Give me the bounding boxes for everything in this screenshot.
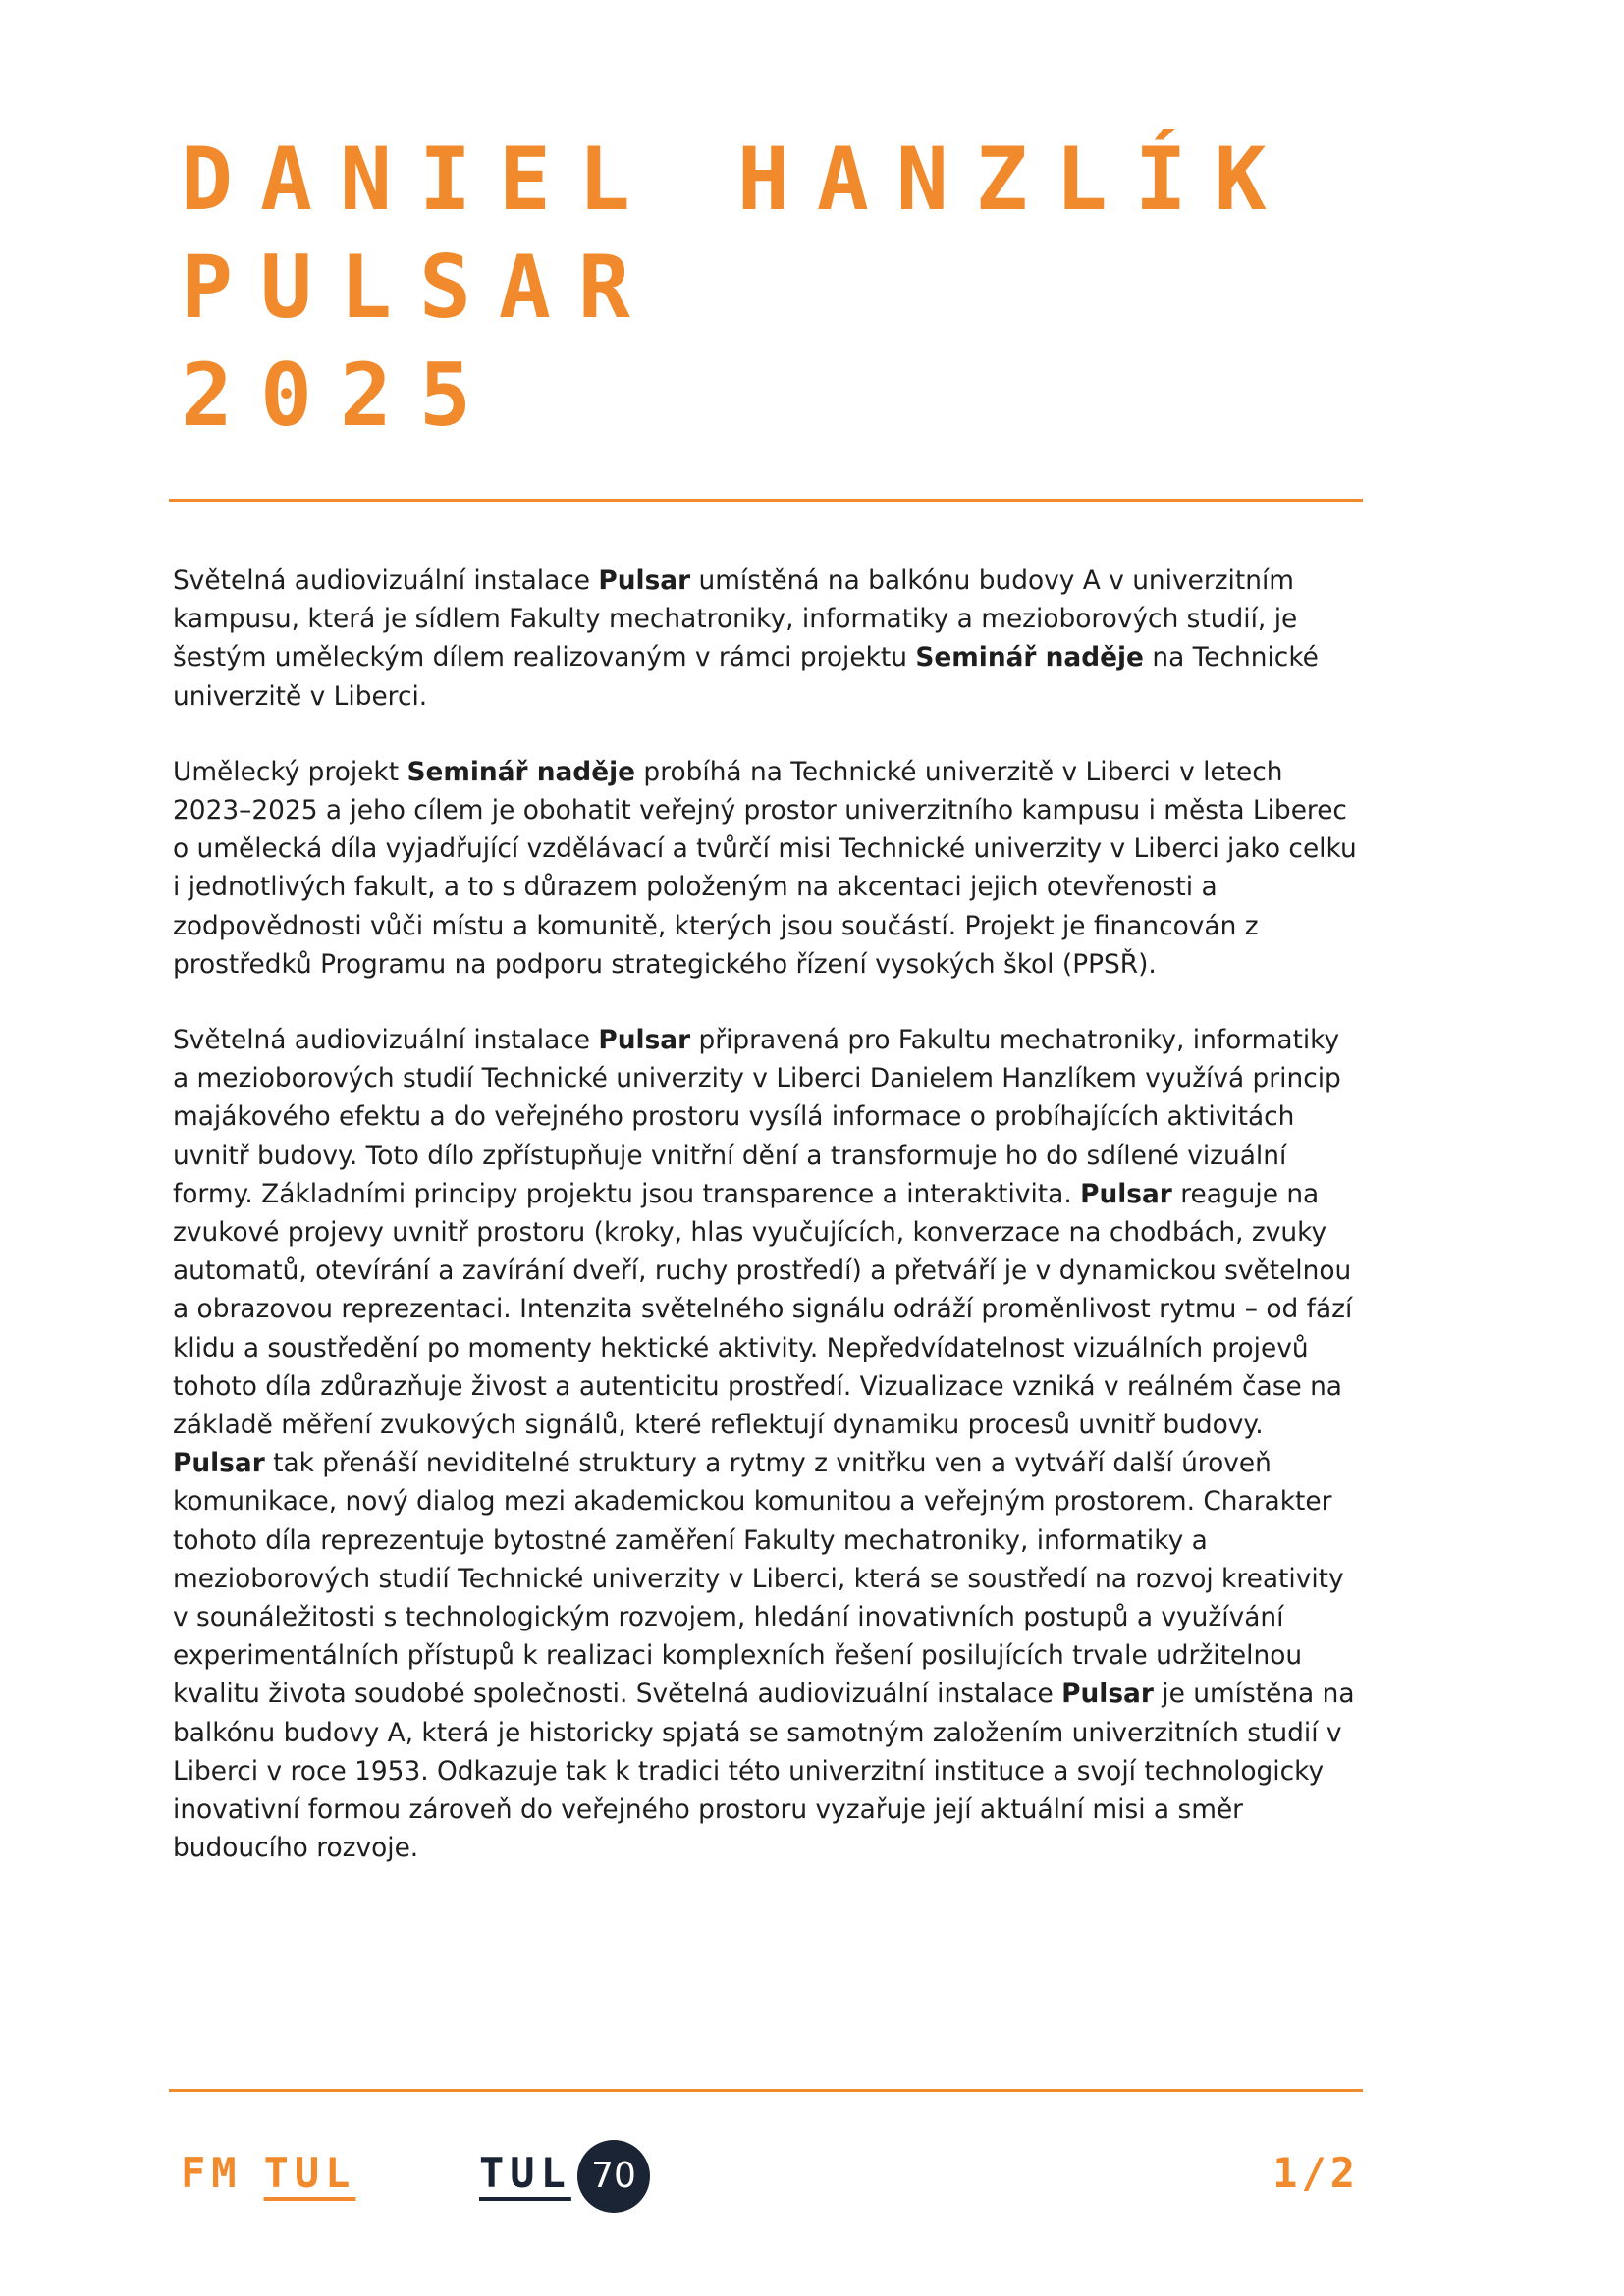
text-run: na Technické univerzitě v Liberci.: [173, 642, 1319, 712]
tul-logo-text: TUL: [479, 2149, 571, 2197]
bold-run: Pulsar: [598, 1025, 691, 1056]
body-text: [173, 561, 1361, 1905]
bold-run: Pulsar: [1080, 1178, 1172, 1209]
paragraph-project: [173, 753, 1361, 984]
text-run: připravená pro Fakultu mechatroniky, informatiky a mezioborových studií Technické univerzity v Liberci Danielem Hanzlíkem využívá princip majákového efektu a do veřejného prostoru vysílá informace o probíhajících aktivitách uvnitř budovy. Toto dílo zpřístupňuje vnitřní dění a transformuje ho do sdílené vizuální formy. Základními principy projektu jsou transparence a interaktivita.: [173, 1025, 1341, 1209]
bold-run: Seminář naděje: [915, 642, 1144, 673]
bottom-divider: [169, 2089, 1363, 2092]
bold-run: Pulsar: [1061, 1679, 1154, 1710]
title-line-year: 2025: [181, 345, 499, 446]
text-run: je umístěna na balkónu budovy A, která je historicky spjatá se samotným založením univerzitních studií v Liberci v roce 1953. Odkazuje tak k tradici této univerzitní instituce a svojí technologicky inovativní formou zároveň do veřejného prostoru vyzařuje její aktuální misi a směr budoucího rozvoje.: [173, 1679, 1355, 1864]
fm-logo-text: FM: [181, 2149, 243, 2197]
text-run: tak přenáší neviditelné struktury a rytmy z vnitřku ven a vytváří další úroveň komunikace, nový dialog mezi akademickou komunitou a veřejným prostorem. Charakter tohoto díla reprezentuje bytostné zaměření Fakulty mechatroniky, informatiky a mezioborových studií Technické univerzity v Liberci, která se soustředí na rozvoj kreativity v sounáležitosti s technologickým rozvojem, hledání inovativních postupů a využívání experimentálních přístupů k realizaci komplexních řešení posilujících trvale udržitelnou kvalitu života soudobé společnosti. Světelná audiovizuální instalace: [173, 1448, 1344, 1710]
tul-70-badge: 70: [577, 2140, 650, 2213]
page-number: 1/2: [1272, 2149, 1359, 2197]
bold-run: Pulsar: [598, 565, 691, 596]
paragraph-intro: [173, 561, 1361, 716]
title-line-author: DANIEL HANZLÍK: [181, 129, 1294, 230]
document-title: [181, 126, 1294, 450]
bold-run: Pulsar: [173, 1448, 265, 1479]
text-run: Umělecký projekt: [173, 756, 407, 787]
text-run: probíhá na Technické univerzitě v Liberci v letech 2023–2025 a jeho cílem je obohatit veřejný prostor univerzitního kampusu i města Liberec o umělecká díla vyjadřující vzdělávací a tvůrčí misi Technické univerzity v Liberci jako celku i jednotlivých fakult, a to s důrazem položeným na akcentaci jejich otevřenosti a zodpovědnosti vůči místu a komunitě, kterých jsou součástí. Projekt je financován z prostředků Programu na podporu strategického řízení vysokých škol (PPSŘ).: [173, 756, 1357, 980]
fm-tul-logo: [181, 2146, 355, 2201]
text-run: Světelná audiovizuální instalace: [173, 565, 599, 596]
paragraph-description: [173, 1021, 1361, 1867]
fm-tul-logo-text: TUL: [263, 2149, 356, 2197]
bold-run: Seminář naděje: [406, 756, 636, 787]
text-run: umístěná na balkónu budovy A v univerzitním kampusu, která je sídlem Fakulty mechatroniky, informatiky a mezioborových studií, je šestým uměleckým dílem realizovaným v rámci projektu: [173, 565, 1298, 673]
title-line-work: PULSAR: [181, 237, 658, 338]
top-divider: [169, 499, 1363, 502]
text-run: Světelná audiovizuální instalace: [173, 1025, 599, 1056]
text-run: reaguje na zvukové projevy uvnitř prostoru (kroky, hlas vyučujících, konverzace na chodbách, zvuky automatů, otevírání a zavírání dveří, ruchy prostředí) a přetváří je v dynamickou světelnou a obrazovou reprezentaci. Intenzita světelného signálu odráží proměnlivost rytmu – od fází klidu a soustředění po momenty hektické aktivity. Nepředvídatelnost vizuálních projevů tohoto díla zdůrazňuje živost a autenticitu prostředí. Vizualizace vzniká v reálném čase na základě měření zvukových signálů, které reflektují dynamiku procesů uvnitř budovy.: [173, 1178, 1353, 1441]
tul-logo: [479, 2146, 571, 2201]
